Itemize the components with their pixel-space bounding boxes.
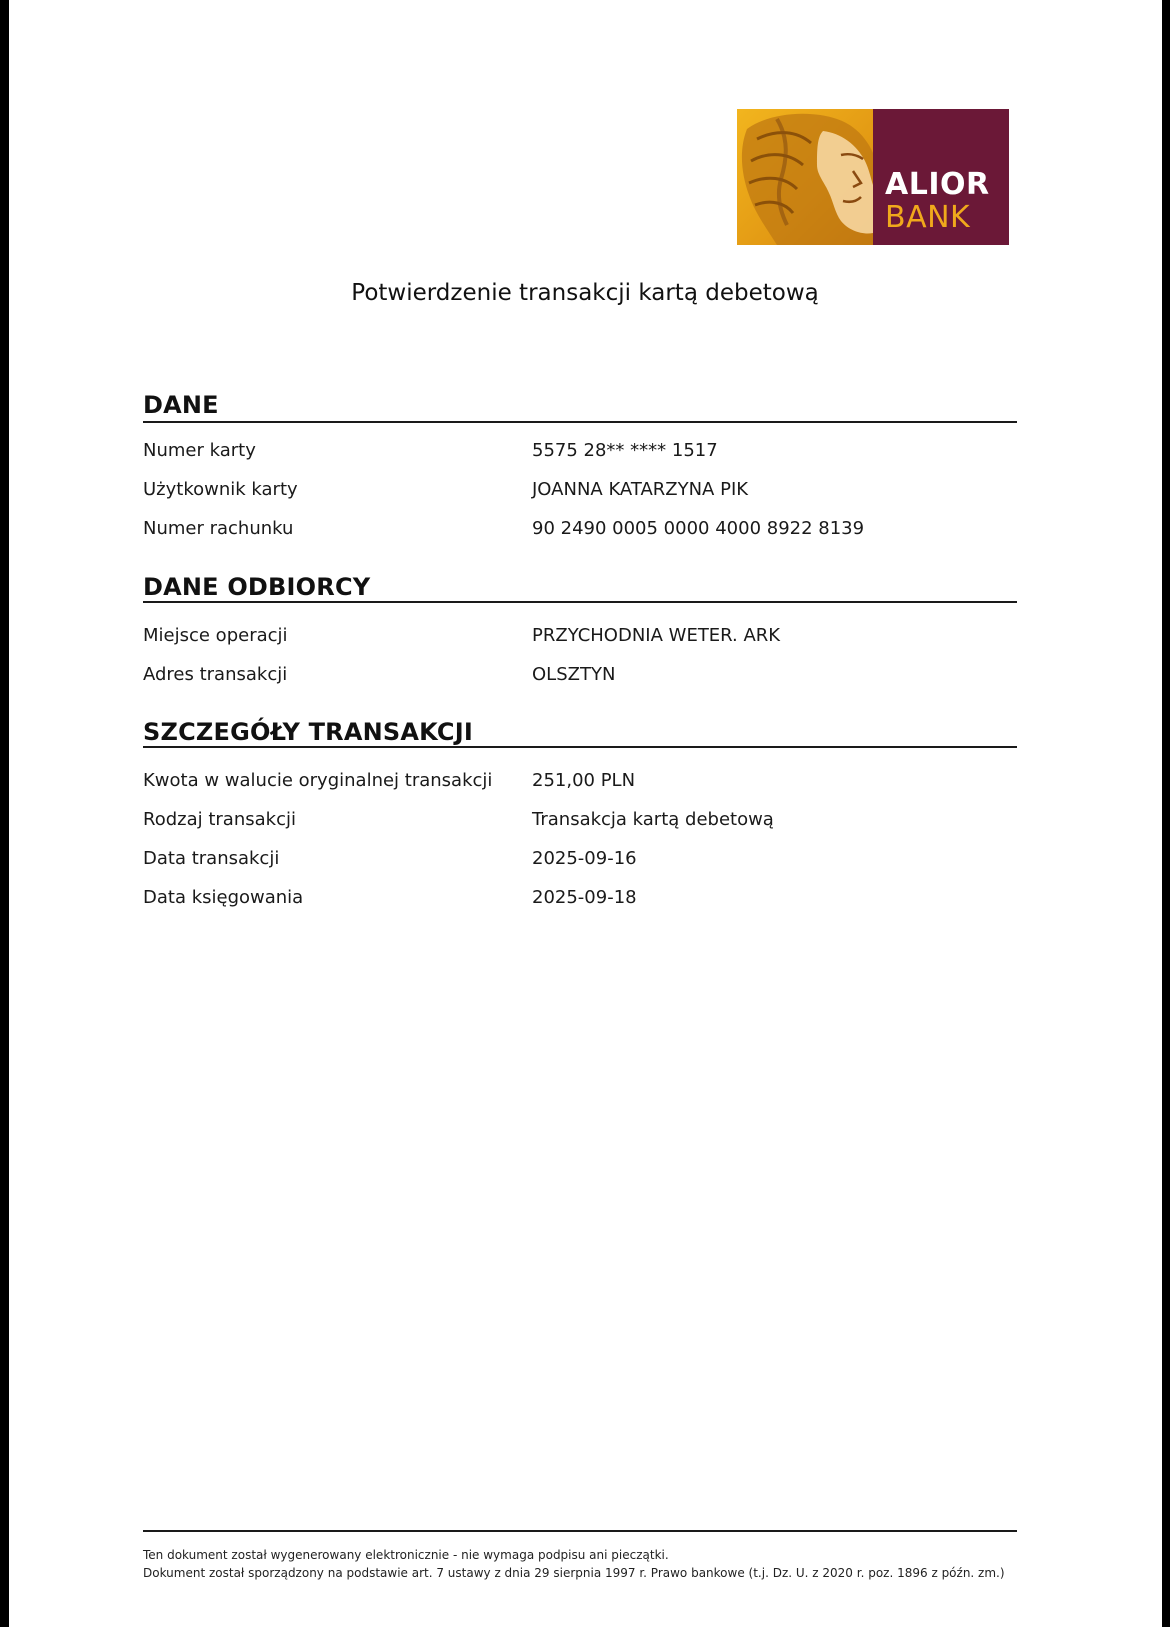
- section-divider: [143, 601, 1017, 603]
- row-value: OLSZTYN: [532, 664, 616, 685]
- row-label: Użytkownik karty: [143, 479, 298, 500]
- row-value: 2025-09-16: [532, 848, 637, 869]
- row-label: Miejsce operacji: [143, 625, 288, 646]
- section-title-dane: DANE: [143, 391, 219, 419]
- section-title-dane-odbiorcy: DANE ODBIORCY: [143, 573, 371, 601]
- section-divider: [143, 746, 1017, 748]
- row-label: Numer rachunku: [143, 518, 294, 539]
- footer-note: Ten dokument został wygenerowany elektronicznie - nie wymaga podpisu ani pieczątki.: [143, 1548, 669, 1562]
- row-value: Transakcja kartą debetową: [532, 809, 774, 830]
- logo-text-alior: ALIOR: [885, 167, 990, 202]
- footer-divider: [143, 1530, 1017, 1532]
- row-label: Adres transakcji: [143, 664, 288, 685]
- footer-legal-basis: Dokument został sporządzony na podstawie art. 7 ustawy z dnia 29 sierpnia 1997 r. Prawo bankowe (t.j. Dz. U. z 2020 r. poz. 1896 z późn. zm.): [143, 1566, 1005, 1580]
- logo-text-bank: BANK: [885, 200, 971, 235]
- document-title: Potwierdzenie transakcji kartą debetową: [351, 280, 819, 306]
- section-title-szczegoly-transakcji: SZCZEGÓŁY TRANSAKCJI: [143, 718, 473, 746]
- row-value: 2025-09-18: [532, 887, 637, 908]
- logo-wordmark: [885, 168, 1005, 234]
- row-label: Rodzaj transakcji: [143, 809, 296, 830]
- row-value: 90 2490 0005 0000 4000 8922 8139: [532, 518, 865, 539]
- section-divider: [143, 421, 1017, 423]
- row-label: Numer karty: [143, 440, 256, 461]
- row-value: 5575 28** **** 1517: [532, 440, 718, 461]
- row-label: Kwota w walucie oryginalnej transakcji: [143, 770, 493, 791]
- row-value: 251,00 PLN: [532, 770, 636, 791]
- row-value: PRZYCHODNIA WETER. ARK: [532, 625, 781, 646]
- row-value: JOANNA KATARZYNA PIK: [532, 479, 749, 500]
- row-label: Data transakcji: [143, 848, 280, 869]
- row-label: Data księgowania: [143, 887, 304, 908]
